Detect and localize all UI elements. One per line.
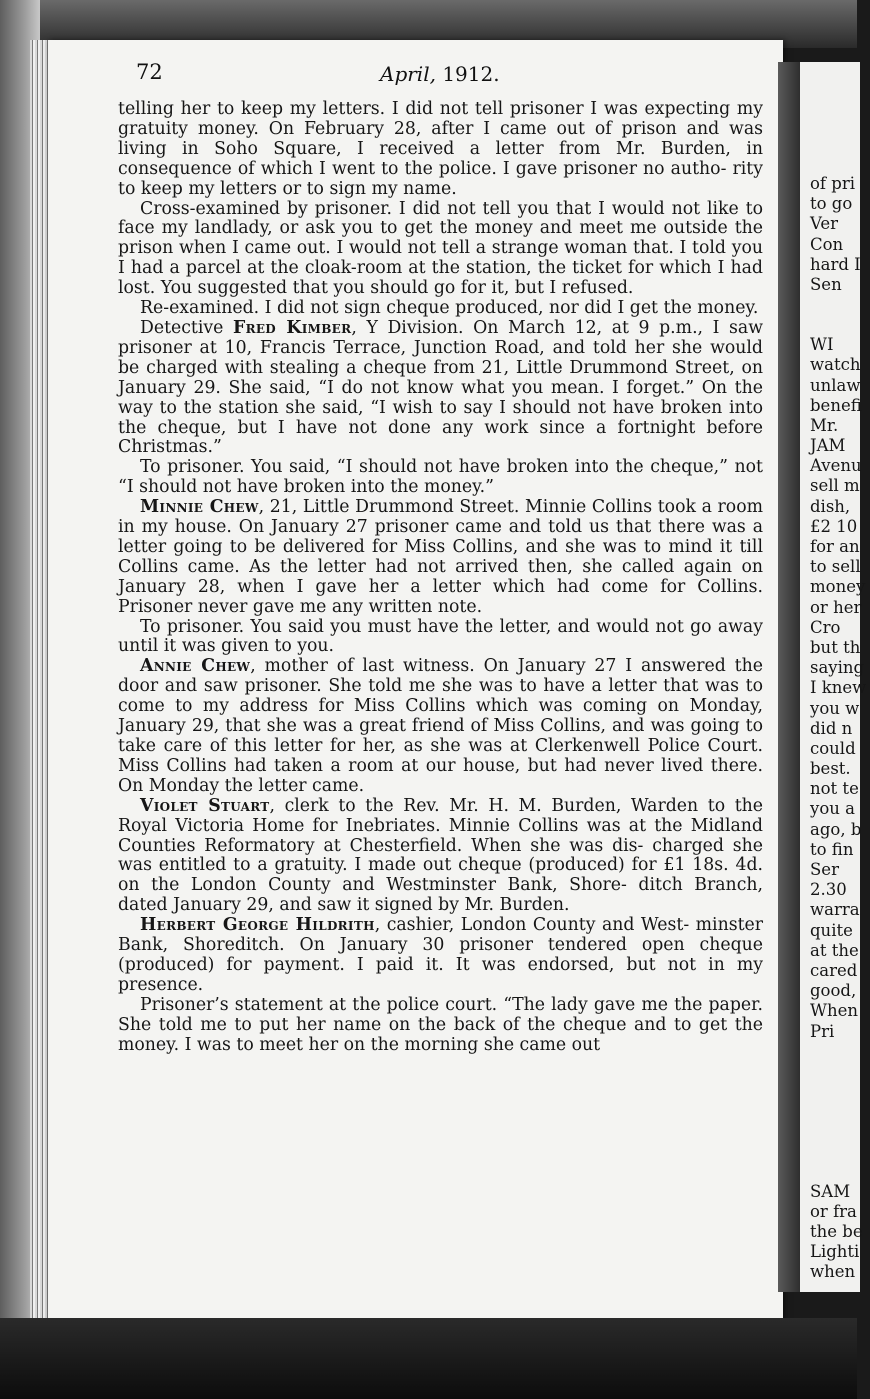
facing-page-line: sell m xyxy=(810,476,860,496)
witness-name: Annie Chew xyxy=(140,656,251,677)
facing-page-line: good, xyxy=(810,981,857,1001)
facing-page-line: unlaw xyxy=(810,375,861,395)
facing-page-line: Avenu xyxy=(810,456,862,476)
facing-page-line: the be xyxy=(810,1222,863,1242)
facing-page-line: Pri xyxy=(810,1021,835,1041)
facing-page-line: ago, b xyxy=(810,819,862,839)
facing-page-line: watch xyxy=(810,355,861,375)
facing-page-line: quite xyxy=(810,920,853,940)
facing-page-line: JAM xyxy=(810,436,846,456)
paragraph-text: , Y Division. On March 12, at 9 p.m., I saw prisoner at 10, Francis Terrace, Junction Road, and told her she would be charged with stealing a cheque from 21, Little Drummond Street, on January 29. She said, “I do not know what you mean. I forget.” On the way to the station she said, “I wish to say I should not have broken into the cheque, but I have not done any work since a fortnight before Christmas.” xyxy=(118,317,763,458)
paragraph xyxy=(118,100,763,200)
facing-page xyxy=(800,62,867,1292)
facing-page-line: WI xyxy=(810,335,834,355)
facing-page-line: 2.30 xyxy=(810,880,847,900)
facing-page-line: for an xyxy=(810,537,860,556)
witness-name: Herbert George Hildrith xyxy=(140,915,375,936)
paragraph-text: telling her to keep my letters. I did not tell prisoner I was expecting my gratuity money. On February 28, after I came out of prison and was living in Soho Square, I received a letter from Mr. Burden, in consequence of which I went to the police. I gave prisoner no autho- rity to keep my letters or to sign my name. xyxy=(118,99,763,199)
paragraph xyxy=(118,657,763,796)
facing-page-line: £2 10 xyxy=(810,516,858,536)
line-gap xyxy=(810,295,870,335)
paragraph xyxy=(118,200,763,300)
book-gutter xyxy=(778,62,800,1292)
paragraph xyxy=(118,458,763,498)
page-number: 72 xyxy=(136,60,163,84)
paragraph xyxy=(118,916,763,996)
facing-page-line: hard I xyxy=(810,254,861,274)
facing-page-line: Ser xyxy=(810,860,839,879)
facing-page-line: or fra xyxy=(810,1201,857,1221)
facing-page-line: I knew xyxy=(810,678,867,698)
facing-page-line: you a xyxy=(810,799,855,819)
paragraph-text: To prisoner. You said, “I should not have broken into the cheque,” not “I should not have broken into the money.” xyxy=(118,457,763,498)
scan-bottom-shadow xyxy=(0,1318,857,1399)
paragraph-text: Re-examined. I did not sign cheque produced, nor did I get the money. xyxy=(140,298,759,319)
paragraph-text: Cross-examined by prisoner. I did not tell you that I would not like to face my landlady, or ask you to get the money and meet me outside the prison when I came out. I would not tell a strange woman that. I told you I had a parcel at the cloak-room at the station, the ticket for which I had lost. You suggested that you should go for it, but I refused. xyxy=(118,198,763,299)
facing-page-line: saying xyxy=(810,658,865,678)
witness-name: Minnie Chew xyxy=(140,497,259,518)
facing-page-line: to fin xyxy=(810,839,854,859)
facing-page-line: or her xyxy=(810,597,862,617)
facing-page-line: Lighti xyxy=(810,1242,860,1262)
facing-page-line: but th xyxy=(810,637,861,657)
paragraph xyxy=(118,797,763,916)
facing-page-line: money xyxy=(810,577,866,597)
running-head-year: 1912. xyxy=(442,62,500,86)
facing-page-line: dish, xyxy=(810,496,851,516)
paragraph-text: , clerk to the Rev. Mr. H. M. Burden, Warden to the Royal Victoria Home for Inebriates. Minnie Collins was at the Midland Counties Reformatory at Chesterfield. When she was dis- charged she was entitled to a gratuity. I made out cheque (produced) for £1 18s. 4d. on the London County and Westminster Bank, Shore- ditch Branch, dated January 29, and saw it signed by Mr. Burden. xyxy=(118,795,763,916)
facing-page-line: Sen xyxy=(810,274,842,294)
facing-page-line: could xyxy=(810,738,856,758)
facing-page-line: at the xyxy=(810,940,859,960)
facing-page-line: did n xyxy=(810,718,853,738)
facing-page-line: when xyxy=(810,1262,856,1282)
paragraph xyxy=(118,319,763,458)
facing-page-line: Con xyxy=(810,234,844,254)
facing-page-line: best. xyxy=(810,759,851,779)
facing-page-line: Cro xyxy=(810,617,841,637)
paragraph-text: , cashier, London County and West- minster Bank, Shoreditch. On January 30 prisoner tendered open cheque (produced) for payment. I paid it. It was endorsed, but not in my presence. xyxy=(118,915,763,995)
facing-page-line: you w xyxy=(810,698,860,718)
paragraph-text: To prisoner. You said you must have the letter, and would not go away until it was given to you. xyxy=(118,616,763,657)
facing-page-line: warra xyxy=(810,900,860,920)
paragraph-text: , 21, Little Drummond Street. Minnie Collins took a room in my house. On January 27 prisoner came and told us that there was a letter going to be delivered for Miss Collins, and she was to mind it till Collins came. As the letter had not arrived then, she called again on January 28, when I gave her a letter which had come for Collins. Prisoner never gave me any written note. xyxy=(118,497,763,617)
facing-page-line: SAM xyxy=(810,1181,851,1201)
facing-page-line: not te xyxy=(810,779,859,799)
paragraph-text: , mother of last witness. On January 27 I answered the door and saw prisoner. She told me she was to have a letter that was to come to my address for Miss Collins which was coming on Monday, January 29, that she was a great friend of Miss Collins, and was going to take care of this letter for her, as she was at Clerkenwell Police Court. Miss Collins had taken a room at our house, but had never lived there. On Monday the letter came. xyxy=(118,656,763,796)
facing-page-line: benefi xyxy=(810,395,862,415)
body-text xyxy=(118,100,763,1056)
facing-page-text xyxy=(810,174,870,1283)
witness-name: Violet Stuart xyxy=(140,795,270,816)
paragraph xyxy=(118,996,763,1056)
line-gap xyxy=(810,1042,870,1182)
facing-page-line: to go xyxy=(810,194,853,214)
witness-name: Fred Kimber xyxy=(233,317,352,338)
facing-page-line: When xyxy=(810,1001,858,1021)
facing-page-line: cared xyxy=(810,960,858,980)
paragraph-lead: Detective xyxy=(140,317,224,338)
facing-page-line: to sell xyxy=(810,557,861,577)
paragraph xyxy=(118,498,763,617)
paragraph-text: Prisoner’s statement at the police court. “The lady gave me the paper. She told me to put her name on the back of the cheque and to get the money. I was to meet her on the morning she came out xyxy=(118,994,763,1055)
running-head-month: April, xyxy=(380,62,436,86)
facing-page-line: of pri xyxy=(810,174,856,193)
paragraph xyxy=(118,299,763,319)
facing-page-line: Mr. xyxy=(810,415,839,435)
facing-page-line: Ver xyxy=(810,214,839,234)
book-page xyxy=(48,40,783,1325)
paragraph xyxy=(118,618,763,658)
running-head xyxy=(380,62,500,86)
